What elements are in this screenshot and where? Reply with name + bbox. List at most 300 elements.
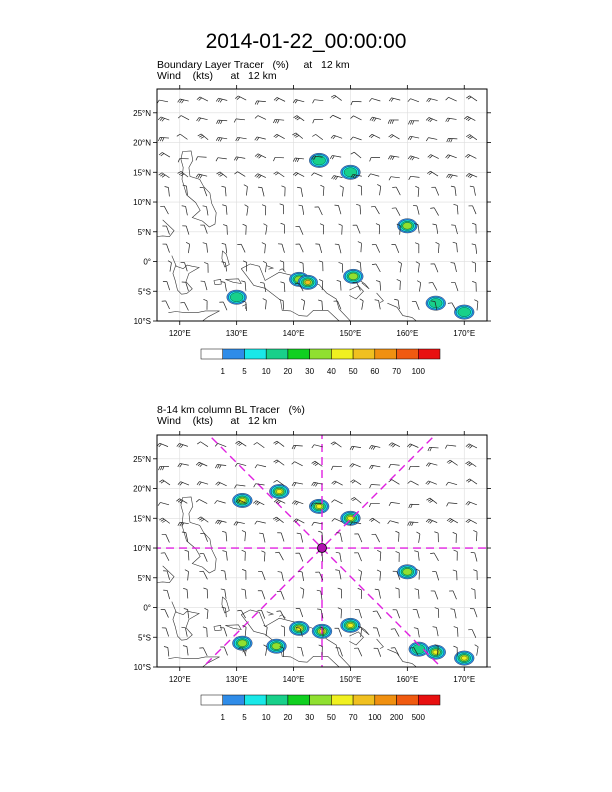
wind-barb (432, 224, 437, 234)
x-tick-label: 140°E (282, 329, 305, 338)
wind-barb (416, 262, 420, 273)
wind-barb (372, 244, 380, 252)
colorbar-label: 30 (305, 367, 315, 376)
coastline (214, 625, 221, 630)
wind-barb (162, 244, 169, 253)
y-tick-label: 15°N (133, 168, 151, 178)
wind-barb (453, 204, 458, 214)
wind-barb (446, 155, 457, 159)
wind-barb (161, 609, 169, 617)
coastline (168, 657, 219, 667)
wind-barb (453, 242, 458, 252)
wind-barb (183, 588, 188, 598)
wind-barb (263, 299, 267, 310)
wind-barb (415, 589, 419, 599)
x-tick-label: 130°E (225, 675, 248, 684)
wind-barb (204, 262, 208, 272)
wind-barb (277, 591, 284, 599)
wind-barb (335, 244, 341, 253)
wind-barb (186, 242, 190, 253)
wind-barb (165, 187, 170, 197)
wind-barb (413, 609, 420, 618)
wind-barb (181, 262, 188, 271)
wind-barb (429, 282, 437, 290)
wind-barb (398, 261, 401, 272)
wind-barb (338, 608, 342, 619)
wind-barb (414, 628, 419, 638)
y-tick-label: 25°N (133, 108, 151, 118)
wind-barb (434, 532, 438, 542)
wind-barb (255, 101, 266, 105)
wind-barb (313, 100, 324, 104)
wind-barb (203, 206, 208, 216)
wind-barb (237, 244, 245, 252)
colorbar-swatch (310, 349, 332, 359)
y-tick-label: 5°S (138, 633, 151, 643)
wind-barb (220, 647, 227, 655)
wind-barb (158, 137, 169, 141)
wind-barb (312, 445, 323, 448)
x-tick-label: 170°E (453, 675, 476, 684)
wind-barb (313, 119, 323, 123)
wind-barb (409, 504, 420, 508)
wind-barb (377, 570, 381, 581)
colorbar-swatch (223, 695, 245, 705)
wind-barb (369, 98, 380, 101)
wind-barb (350, 446, 361, 450)
wind-barb (408, 522, 419, 526)
wind-barb (350, 464, 361, 468)
x-tick-label: 120°E (168, 329, 191, 338)
wind-barb (466, 444, 477, 448)
tracer-blob (230, 293, 243, 302)
wind-barb (200, 225, 207, 234)
y-tick-label: 25°N (133, 454, 151, 464)
wind-barb (262, 205, 266, 216)
wind-barb (447, 460, 458, 465)
wind-barb (453, 532, 457, 543)
wind-barb (413, 205, 419, 214)
wind-barb (255, 137, 266, 141)
wind-barb (197, 97, 208, 101)
y-tick-label: 20°N (133, 484, 151, 494)
wind-barb (466, 96, 477, 101)
wind-barb (465, 462, 476, 467)
wind-barb (319, 279, 323, 290)
wind-barb (161, 553, 169, 561)
wind-barb (273, 157, 284, 161)
wind-barb (369, 518, 380, 523)
wind-barb (274, 499, 285, 503)
wind-barb (375, 300, 381, 310)
wind-barb (162, 534, 170, 542)
colorbar-label: 200 (389, 713, 404, 722)
y-tick-label: 5°N (137, 573, 151, 583)
wind-barb (319, 261, 323, 271)
x-tick-label: 150°E (339, 675, 362, 684)
wind-barb (408, 99, 419, 102)
x-tick-label: 160°E (396, 329, 419, 338)
wind-barb (454, 550, 458, 560)
colorbar-swatch (353, 349, 375, 359)
wind-barb (299, 205, 304, 215)
wind-barb (360, 299, 363, 310)
wind-barb (300, 588, 304, 599)
wind-barb (395, 588, 399, 598)
wind-barb (221, 186, 226, 196)
coastline (157, 220, 174, 237)
colorbar-label: 5 (242, 713, 247, 722)
wind-barb (389, 98, 400, 102)
wind-barb (259, 533, 265, 542)
wind-barb (426, 519, 437, 523)
wind-barb (312, 134, 323, 139)
wind-barb (451, 282, 458, 291)
wind-barb (409, 176, 420, 180)
wind-barb (473, 570, 477, 580)
x-tick-label: 140°E (282, 675, 305, 684)
wind-barb (433, 627, 439, 637)
wind-barb (219, 302, 227, 310)
wind-barb (203, 588, 207, 598)
wind-barb (261, 551, 265, 562)
wind-barb (177, 134, 188, 139)
wind-barb (294, 116, 305, 121)
wind-barb (264, 224, 267, 235)
wind-barb (389, 443, 400, 447)
wind-barb (222, 205, 227, 215)
wind-barb (472, 262, 476, 272)
colorbar-swatch (418, 695, 440, 705)
wind-barb (370, 484, 381, 488)
wind-barb (203, 243, 208, 253)
wind-barb (163, 571, 169, 580)
x-tick-label: 170°E (453, 329, 476, 338)
wind-barb (388, 156, 399, 160)
wind-barb (182, 206, 188, 215)
wind-barb (391, 245, 398, 253)
wind-barb (320, 224, 324, 235)
wind-barb (277, 533, 284, 542)
wind-barb (318, 300, 322, 310)
wind-barb (370, 158, 380, 162)
wind-barb (158, 117, 169, 121)
wind-barb (339, 224, 343, 235)
wind-barb (274, 97, 285, 101)
wind-barb (414, 551, 419, 561)
wind-barb (215, 443, 226, 446)
y-tick-label: 20°N (133, 138, 151, 148)
wind-barb (243, 224, 247, 235)
colorbar (201, 349, 440, 376)
wind-barb (468, 630, 476, 638)
wind-barb (198, 134, 208, 140)
wind-barb (315, 244, 321, 253)
wind-barb (223, 225, 227, 235)
tracer-blob (461, 656, 467, 660)
tracer-blob (305, 280, 311, 284)
colorbar-label: 10 (261, 713, 271, 722)
wind-barb (255, 174, 266, 178)
wind-barb (447, 518, 458, 523)
wind-barb (446, 118, 457, 122)
wind-barb (217, 120, 228, 124)
wind-barb (374, 648, 381, 657)
wind-barb (177, 443, 188, 447)
wind-barb (200, 554, 208, 562)
coastline (377, 639, 384, 649)
wind-barb (432, 571, 439, 580)
wind-barb (262, 243, 266, 254)
wind-barb (372, 264, 380, 272)
wind-barb (162, 226, 169, 235)
wind-barb (263, 645, 266, 656)
wind-barb (389, 502, 400, 506)
wind-barb (331, 466, 341, 470)
wind-barb (353, 225, 360, 233)
wind-barb (241, 281, 246, 291)
tracer-blob (348, 623, 354, 627)
tracer-blob (458, 307, 471, 316)
colorbar-swatch (331, 349, 353, 359)
wind-barb (466, 479, 477, 484)
wind-barb (435, 608, 439, 618)
wind-barb (431, 187, 438, 195)
wind-barb (354, 534, 362, 542)
wind-barb (426, 481, 437, 485)
wind-barb (185, 570, 189, 581)
wind-barb (255, 521, 266, 524)
wind-barb (274, 134, 285, 138)
wind-barb (222, 607, 227, 617)
wind-barb (221, 570, 226, 580)
y-tick-label: 5°S (138, 287, 151, 297)
coastline (225, 279, 241, 284)
wind-barb (253, 501, 264, 505)
wind-barb (377, 550, 381, 561)
wind-barb (356, 204, 361, 214)
wind-barb (196, 499, 207, 503)
tracer-blob (276, 489, 282, 493)
coastline (225, 625, 241, 630)
tracer-blob (349, 273, 358, 280)
wind-barb (203, 299, 207, 309)
tracer-blob (238, 640, 247, 647)
wind-barb (258, 572, 265, 580)
wind-barb (372, 534, 380, 542)
wind-barb (178, 463, 189, 467)
wind-barb (204, 608, 208, 619)
colorbar-label: 5 (242, 367, 247, 376)
wind-barb (475, 645, 478, 656)
wind-barb (159, 173, 170, 178)
wind-barb (273, 119, 284, 123)
panel-1 (133, 85, 491, 376)
colorbar-swatch (375, 695, 397, 705)
wind-barb (472, 281, 476, 291)
wind-barb (408, 156, 419, 160)
wind-barb (296, 244, 304, 252)
wind-barb (389, 464, 400, 468)
colorbar-label: 70 (392, 367, 401, 376)
map-area (62, 288, 582, 792)
wind-barb (394, 299, 399, 309)
wind-barb (408, 121, 418, 125)
wind-barb (351, 101, 362, 105)
colorbar-swatch (418, 349, 440, 359)
wind-barb (371, 206, 379, 214)
wind-barb (446, 482, 457, 485)
colorbar-label: 20 (283, 367, 293, 376)
panel-2 (62, 288, 582, 792)
wind-barb (241, 589, 246, 599)
colorbar-label: 50 (348, 367, 358, 376)
wind-barb (180, 302, 188, 310)
wind-barb (465, 154, 476, 158)
wind-barb (369, 134, 380, 138)
colorbar-label: 10 (261, 367, 271, 376)
wind-barb (312, 482, 323, 486)
wind-barb (340, 186, 344, 197)
colorbar-swatch (244, 349, 266, 359)
coastline (387, 303, 416, 321)
wind-barb (391, 629, 399, 637)
wind-barb (222, 531, 227, 541)
coastline (214, 279, 221, 284)
wind-barb (451, 225, 457, 234)
wind-barb (470, 609, 477, 618)
wind-barb (237, 610, 245, 618)
wind-barb (373, 611, 381, 619)
wind-barb (415, 243, 419, 253)
wind-barb (216, 482, 227, 486)
map-area (157, 89, 487, 321)
wind-barb (370, 117, 381, 121)
center-marker (318, 544, 327, 553)
wind-barb (215, 465, 226, 469)
wind-barb (338, 588, 342, 598)
wind-barb (182, 532, 188, 541)
wind-barb (242, 550, 246, 561)
wind-barb (158, 502, 169, 505)
wind-barb (216, 98, 227, 102)
wind-barb (234, 119, 245, 123)
wind-barb (157, 443, 168, 447)
wind-barb (318, 551, 323, 561)
wind-barb (275, 552, 283, 560)
wind-barb (215, 520, 226, 524)
wind-barb (292, 501, 303, 505)
wind-barb (470, 186, 476, 196)
y-tick-label: 10°S (133, 317, 151, 326)
wind-barb (196, 174, 207, 178)
wind-barb (337, 280, 341, 290)
wind-barb (408, 136, 419, 140)
wind-barb (369, 465, 380, 469)
colorbar-label: 70 (348, 713, 358, 722)
y-tick-label: 15°N (133, 514, 151, 524)
wind-barb (449, 591, 457, 599)
wind-barb (163, 281, 170, 290)
wind-barb (157, 100, 168, 103)
wind-barb (222, 551, 227, 561)
wind-barb (393, 610, 400, 619)
wind-barb (471, 589, 475, 599)
wind-barb (331, 442, 342, 447)
wind-barb (358, 185, 362, 195)
wind-barb (446, 97, 457, 101)
wind-barb (332, 481, 343, 485)
coastline (377, 293, 384, 303)
wind-barb (234, 485, 245, 489)
coastline (267, 266, 273, 270)
wind-barb (164, 647, 169, 657)
wind-barb (203, 627, 207, 637)
wind-barb (450, 609, 456, 619)
wind-barb (472, 244, 477, 254)
wind-barb (199, 648, 207, 656)
coastline (279, 269, 285, 273)
wind-barb (354, 648, 362, 656)
wind-barb (358, 588, 362, 598)
wind-barb (196, 462, 207, 466)
coastline (168, 311, 219, 321)
wind-barb (293, 172, 304, 176)
coastline (241, 610, 350, 667)
wind-barb (466, 519, 477, 523)
wind-barb (159, 480, 170, 485)
wind-barb (473, 530, 477, 541)
wind-barb (221, 262, 226, 272)
colorbar-label: 30 (305, 713, 315, 722)
wind-barb (389, 134, 400, 139)
wind-barb (330, 155, 341, 159)
wind-barb (358, 570, 361, 581)
wind-barb (236, 137, 247, 141)
wind-barb (292, 133, 302, 139)
wind-barb (447, 138, 458, 142)
wind-barb (280, 282, 284, 292)
wind-barb (392, 208, 400, 216)
wind-barb (331, 500, 342, 504)
wind-barb (159, 518, 170, 523)
wind-barb (464, 116, 475, 120)
wind-barb (469, 206, 477, 214)
colorbar-swatch (353, 695, 375, 705)
colorbar-swatch (244, 695, 266, 705)
wind-barb (412, 301, 419, 309)
wind-barb (428, 155, 439, 159)
wind-barb (319, 645, 323, 656)
coastline (242, 304, 246, 309)
wind-barb (197, 118, 208, 122)
wind-barb (373, 628, 380, 637)
wind-barb (280, 204, 284, 214)
wind-barb (430, 553, 438, 561)
wind-barb (369, 445, 380, 449)
wind-barb (447, 174, 458, 178)
wind-barb (295, 553, 302, 561)
wind-barb (197, 482, 208, 486)
wind-barb (336, 552, 341, 562)
wind-barb (278, 244, 284, 253)
wind-barb (276, 611, 284, 619)
colorbar-swatch (266, 349, 288, 359)
wind-barb (297, 533, 303, 542)
wind-barb (331, 95, 342, 100)
wind-barb (358, 242, 362, 253)
wind-barb (281, 626, 285, 637)
